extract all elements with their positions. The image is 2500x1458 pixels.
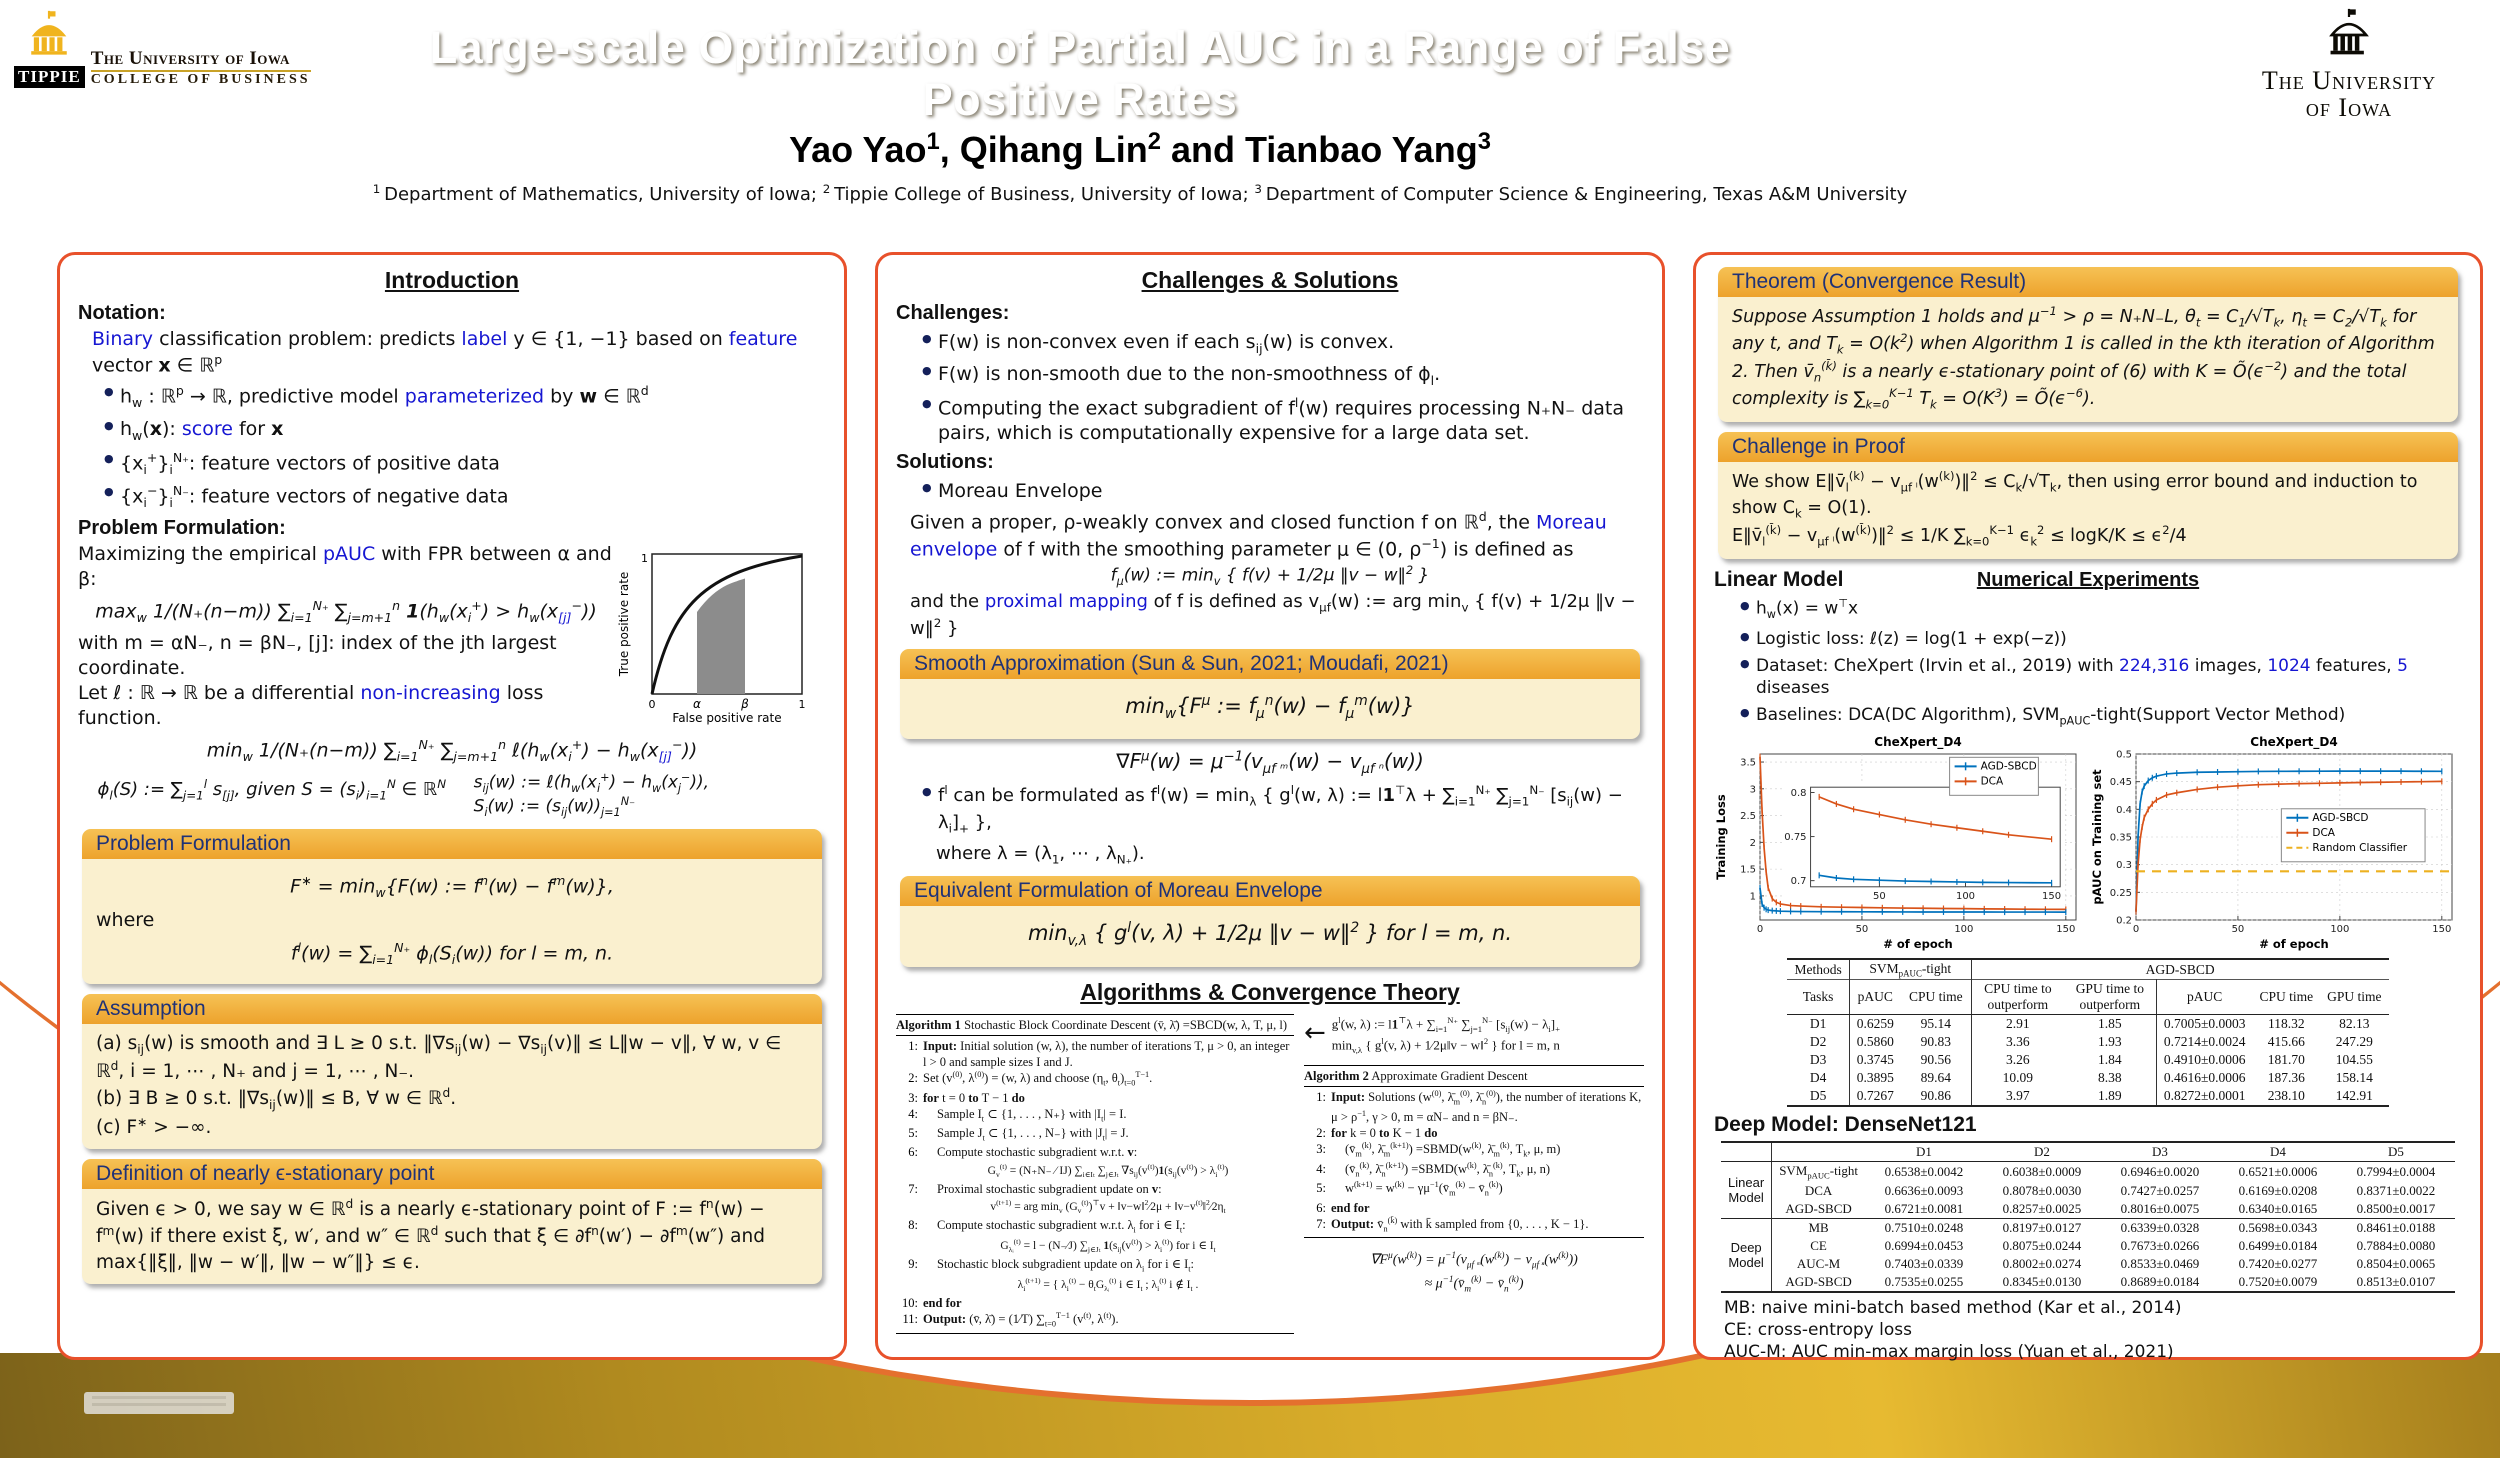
roc-xtick-1: 1 xyxy=(798,697,806,711)
logo-right-line1: The University xyxy=(2261,66,2437,95)
roc-xtick-alpha: α xyxy=(693,696,701,711)
Si-formula: $S_i(w)$ := $(s_{ij}(w))_{j=1}^{N_-}$ xyxy=(473,794,636,819)
svg-text:# of epoch: # of epoch xyxy=(2259,936,2329,951)
left-arrow-icon: ← xyxy=(1304,1017,1326,1048)
svg-text:0: 0 xyxy=(2132,923,2140,935)
col-header: GPU time xyxy=(2320,980,2388,1015)
deep-model-label: Deep Model: DenseNet121 xyxy=(1714,1113,1977,1137)
col-header: D5 xyxy=(2337,1142,2455,1162)
svg-text:0: 0 xyxy=(1756,923,1764,935)
moreau-formula: $f_\mu(w)$ := $\min_v$ { f(v) + 1∕2μ ‖v − w‖$^2$ } xyxy=(1110,564,1430,589)
svg-text:3: 3 xyxy=(1749,784,1756,796)
svg-text:0.75: 0.75 xyxy=(1784,831,1807,843)
col-header: pAUC xyxy=(2156,980,2252,1015)
problem-formulation-box xyxy=(82,829,822,984)
list-item: ● F(w) is non-convex even if each $s_{ij}(w)$ is convex. xyxy=(922,330,1644,357)
footnote-mb: MB: naive mini-batch based method (Kar et al., 2014) xyxy=(1724,1298,2182,1319)
svg-text:0.3: 0.3 xyxy=(2116,859,2132,871)
where-label: where xyxy=(96,909,155,932)
list-item: ● $h_w(x) = w^⊤x$ xyxy=(1740,597,2462,623)
svg-text:CheXpert_D4: CheXpert_D4 xyxy=(2250,734,2338,749)
gradient-formula: $\nabla F^\mu(w) = \mu^{-1}(v_{\mu f ᵐ}(w) - v_{\mu f ^n}(w))$ xyxy=(1116,749,1424,778)
list-item: ● $\{x_i^-\}_i^{N_-}$: feature vectors of negative data xyxy=(104,483,826,512)
dome-icon xyxy=(2322,8,2376,62)
svg-text:AGD-SBCD: AGD-SBCD xyxy=(2312,811,2369,824)
roc-ytick-1: 1 xyxy=(641,551,648,565)
deep-results-table xyxy=(1721,1141,2455,1293)
affiliations: $^1$ Department of Mathematics, University of Iowa; $^2$ Tippie College of Business, University of Iowa; $^3$ Department of Computer Science & Engineering, Texas A&M University xyxy=(372,182,1908,205)
box-title: Definition of nearly ϵ-stationary point xyxy=(82,1159,822,1189)
svg-text:150: 150 xyxy=(2432,923,2452,935)
svg-text:DCA: DCA xyxy=(1980,775,2004,788)
roc-figure xyxy=(614,542,826,732)
challenge-line2: $E‖v̄_l^{(k̄)}$ − $v_{\mu f ˡ}(w^{(k̄)})‖^2$ ≤ 1∕K $\sum_{k=0}^{K-1}$ $\epsilon_k^2$ ≤ logK∕K ≤ $\epsilon^2∕4$ xyxy=(1732,522,2187,548)
svg-text:CheXpert_D4: CheXpert_D4 xyxy=(1874,734,1962,749)
phi-formula: $\phi_l(S)$ := $\sum_{j=1}^l$ $s_{[j]}$, given $S = (s_i)_{i=1}^N$ ∈ ℝ$^N$ xyxy=(97,776,447,803)
footnote-ce: CE: cross-entropy loss xyxy=(1724,1320,1912,1341)
col-header: pAUC xyxy=(1849,980,1901,1015)
linear-results-table xyxy=(1787,958,2388,1108)
col-header: Tasks xyxy=(1787,980,1849,1015)
svg-text:50: 50 xyxy=(1873,890,1886,902)
col-header: D1 xyxy=(1865,1142,1983,1162)
svg-text:3.5: 3.5 xyxy=(1740,757,1756,769)
algorithms-heading: Algorithms & Convergence Theory xyxy=(1080,978,1460,1005)
poster-title: Large-scale Optimization of Partial AUC in a Range of False Positive Rates xyxy=(429,22,1731,125)
challenge-in-proof-box xyxy=(1718,432,2458,559)
col-header: D3 xyxy=(2101,1142,2219,1162)
box-title: Challenge in Proof xyxy=(1718,432,2458,462)
definition-text: Given ϵ > 0, we say w ∈ ℝ$^d$ is a nearly ϵ-stationary point of F := $f^n(w) - f^m(w)$ if there exist ξ, w′, and w″ ∈ ℝ$^d$ such that ξ ∈ $\partial f^n(w') - \partial f^m(w'')$ and max{‖ξ‖, ‖w − w′‖, ‖w − w″‖} ≤ ϵ. xyxy=(96,1197,765,1273)
pauc-min-formula: $\min_w$ 1∕(N₊(n−m)) $\sum_{i=1}^{N_+}$ $\sum_{j=m+1}^n$ $\ell(h_w(x_i^+) - h_w(x_{[j]}^-))$ xyxy=(206,737,698,765)
col-header: CPU time xyxy=(2253,980,2321,1015)
box-title: Equivalent Formulation of Moreau Envelope xyxy=(900,876,1640,906)
theorem-box xyxy=(1718,267,2458,422)
roc-xlabel: False positive rate xyxy=(672,710,782,725)
svg-text:150: 150 xyxy=(2042,890,2062,902)
svg-text:0.35: 0.35 xyxy=(2109,832,2132,844)
challenge-line1: We show $E‖v̄_l^{(k)}$ − $v_{\mu f ˡ}(w^{(k)})‖^2$ ≤ $C_k∕√T_k$, then using error bound and induction to show $C_k = O(1)$. xyxy=(1732,469,2418,521)
linear-model-list xyxy=(1714,597,2462,729)
svg-text:1.5: 1.5 xyxy=(1740,864,1756,876)
assumption-box xyxy=(82,994,822,1150)
solutions-label: Solutions: xyxy=(896,451,994,474)
problem-formulation-label: Problem Formulation: xyxy=(78,516,286,539)
pf-line3: Let ℓ : ℝ → ℝ be a differential non-increasing loss function. xyxy=(78,682,544,730)
pauc-chart xyxy=(2090,734,2462,954)
table-body: Linear Model $SVM_{pAUC}$-tight 0.6538±0.0042 0.6038±0.0009 0.6946±0.0020 0.6521±0.0006 0.7994±0.0004 DCA 0.6636±0.0093 0.8078±0.0030 0.7427±0.0257 0.6169±0.0208 0.8371±0.0022 AGD-SBCD 0.6721±0.0081 0.8257±0.0025 0.8016±0.0075 0.6340±0.0165 0.8500±0.0017 Deep Model MB 0.7510±0.0248 0.8197±0.0127 0.6339±0.0328 0.5698±0.0343 0.8461±0.0188 CE 0.6994±0.0453 0.8075±0.0244 0.7673±0.0266 0.6499±0.0184 0.7884±0.0080 AUC-M 0.7403±0.0339 0.8002±0.0274 0.8533±0.0469 0.7420±0.0277 0.8504±0.0065 AGD-SBCD 0.7535±0.0255 0.8345±0.0130 0.8689±0.0184 0.7520±0.0079 0.8513±0.0107 xyxy=(1721,1162,2455,1292)
assumption-a: (a) $s_{ij}(w)$ is smooth and ∃ L ≥ 0 s.t. $‖\nabla s_{ij}(w)$ − $\nabla s_{ij}(v)‖$ ≤ L‖w − v‖, ∀ w, v ∈ ℝ$^d$, i = 1, ⋯ , N₊ and j = 1, ⋯ , N₋. xyxy=(96,1032,782,1083)
tippie-badge: TIPPIE xyxy=(14,66,85,88)
notation-label: Notation: xyxy=(78,302,166,324)
equivalent-formulation-box xyxy=(900,876,1640,966)
training-loss-chart xyxy=(1714,734,2086,954)
algorithm-1: Algorithm 1 Stochastic Block Coordinate Descent (v̄, λ̄) =SBCD(w, λ, T, μ, l) 1: Input: Initial solution (w, λ), the number of iterations T, μ > 0, an integer l > 0 and sample sizes I and J. 2: Set ($v^{(0)}$, $\lambda^{(0)}) = (w$, λ) and choose ($\eta_t$, $\theta_t)_{t=0}^{T-1}$. 3: for t = 0 to T − 1 do 4: Sample $I_t$ ⊂ {1, . . . , N₊} with $|I_t| = I$. 5: Sample $J_t$ ⊂ {1, . . . , N₋} with $|J_t| = J$. 6: Compute stochastic subgradient w.r.t. v: $G_v^{(t)} = (N_+N_-$ ∕ IJ) $\sum_{i\in I_t}$ $\sum_{j\in J_t}$ $\nabla s_{ij}(v^{(t)})1(s_{ij}(v^{(t)}) > \lambda_i^{(t)})$ 7: Proximal stochastic subgradient update on v: $v^{(t+1)}$ = arg $\min_v (G_v^{(t)})^⊤v$ + ‖v−w‖$^2$∕2μ + $‖v-v^{(t)}‖^2∕2\eta_t$ 8: Compute stochastic subgradient w.r.t. $\lambda_i$ for i ∈ $I_t$: $G_{\lambda ᵢ}^{(t)} = l$ − (N₋∕J) $\sum_{j\in J_t}$ $1(s_{ij}(v^{(t)}) > \lambda_i^{(t)})$ for i ∈ $I_t$ 9: Stochastic block subgradient update on $\lambda_i$ for i ∈ $I_t$: $\lambda_i^{(t+1)}$ = { $\lambda_i^{(t)} - \theta_tG_{\lambda ᵢ}^{(t)}$ i ∈ $I_t$ ; $\lambda_i^{(t)}$ i ∉ $I_t$ . 10: end for 11: Output: (v̄, λ̄) = (1∕T) $\sum_{t=0}^{T-1}$ ($v^{(t)}$, $\lambda^{(t)}$). xyxy=(896,1014,1294,1334)
algorithm-2-title: Algorithm 2 Approximate Gradient Descent xyxy=(1304,1065,1644,1087)
list-item: ● $h_w(x)$: score for x xyxy=(104,417,826,444)
assumption-b: (b) ∃ B ≥ 0 s.t. $‖\nabla s_{ij}(w)‖ \le B$, ∀ w ∈ ℝ$^d$. xyxy=(96,1085,457,1112)
col-header: Methods xyxy=(1794,961,1842,977)
svg-text:Random Classifier: Random Classifier xyxy=(2312,841,2408,854)
algorithm-2: Algorithm 2 Approximate Gradient Descent 1: Input: Solutions ($w^{(0)}$, $\lambdā_m^{(0)}$, $\lambdā_n^{(0)}$), the number of iterations K, $\mu > \rho^{-1}$, γ > 0, m = αN₋ and n = βN₋. 2: for k = 0 to K − 1 do 3: ($v̄_m^{(k)}$, $\lambdā_m^{(k+1)}$) $=SBMD(w^{(k)}$, $\lambdā_m^{(k)}$, $T_k$, μ, m) 4: ($v̄_n^{(k)}$, $\lambdā_n^{(k+1)}$) $=SBMD(w^{(k)}$, $\lambdā_n^{(k)}$, $T_k$, μ, n) 5: $w^{(k+1)} = w^{(k)}$ − $\gamma\mu^{-1}(v̄_m^{(k)}$ − $v̄_n^{(k)}$) 6: end for 7: Output: $v̄_n^{(k̄)}$ with k̄ sampled from {0, . . . , K − 1}. xyxy=(1304,1065,1644,1238)
col-header: D4 xyxy=(2219,1142,2337,1162)
svg-text:Training Loss: Training Loss xyxy=(1714,794,1728,880)
proximal-text: and the proximal mapping of f is defined as $v_{\mu f}(w)$ := arg $\min_v$ { f(v) + 1∕2μ ‖v − w‖$^2$ } xyxy=(910,591,1636,640)
footer-watermark xyxy=(84,1392,234,1414)
footnote-aucm: AUC-M: AUC min-max margin loss (Yuan et al., 2021) xyxy=(1724,1342,2174,1363)
svg-text:0.25: 0.25 xyxy=(2109,887,2132,899)
fl-list xyxy=(896,783,1644,837)
svg-text:0.5: 0.5 xyxy=(2116,749,2132,761)
logo-left-line2: COLLEGE OF BUSINESS xyxy=(90,72,311,87)
list-item: ● $f^l$ can be formulated as $f^l(w) = \min_\lambda$ { $g^l(w$, λ) := $l1^⊤\lambda + \sum_{i=1}^{N_+}$ $\sum_{j=1}^{N_-}$ $[s_{ij}(w) - \lambda_i]_+$ }, xyxy=(922,783,1644,837)
roc-xtick-0: 0 xyxy=(648,697,656,711)
challenges-list xyxy=(896,330,1644,446)
col-header: D2 xyxy=(1983,1142,2101,1162)
roc-ylabel: True positive rate xyxy=(617,571,631,677)
col-group-svm: $SVM_{pAUC}$-tight xyxy=(1849,959,1971,980)
linear-model-label: Linear Model xyxy=(1714,567,1844,591)
pf-line2: with m = αN₋, n = βN₋, [j]: index of the jth largest coordinate. xyxy=(78,632,557,680)
logo-left-line1: The University of Iowa xyxy=(91,48,311,72)
moreau-text: Given a proper, ρ-weakly convex and closed function f on ℝ$^d$, the Moreau envelope of f with the smoothing parameter μ ∈ (0, $\rho^{-1}$) is defined as xyxy=(910,509,1607,560)
table-body: D1 0.6259 95.14 2.91 1.85 0.7005±0.0003 118.32 82.13 D2 0.5860 90.83 3.36 1.93 0.7214±0.0024 415.66 247.29 D3 0.3745 90.56 3.26 1.84 0.4910±0.0006 181.70 104.55 D4 0.3895 89.64 10.09 8.38 0.4616±0.0006 187.36 158.14 D5 0.7267 90.86 3.97 1.89 0.8272±0.0001 238.10 142.91 xyxy=(1787,1015,2388,1107)
svg-text:# of epoch: # of epoch xyxy=(1883,936,1953,951)
tippie-logo xyxy=(14,10,314,88)
solutions-list xyxy=(896,479,1644,504)
svg-text:100: 100 xyxy=(1954,923,1974,935)
svg-text:50: 50 xyxy=(2231,923,2245,935)
list-item: ● F(w) is non-smooth due to the non-smoothness of $\phi_l$. xyxy=(922,362,1644,389)
results-column xyxy=(1693,252,2483,1363)
logo-right-line2: of Iowa xyxy=(2305,93,2393,123)
gl-min-formula: $\min_{v,\lambda}$ { $g^l(v$, λ) + 1∕2μ‖v − w‖$^2$ } for l = m, n xyxy=(1331,1036,1560,1056)
introduction-column xyxy=(57,252,847,1360)
roc-xtick-beta: β xyxy=(741,696,749,711)
list-item: ● Computing the exact subgradient of $f^l(w)$ requires processing N₊N₋ data pairs, which is computationally expensive for a large data set. xyxy=(922,395,1644,446)
list-item: ● Moreau Envelope xyxy=(922,479,1644,504)
svg-text:100: 100 xyxy=(2330,923,2350,935)
algorithm-1-title: Algorithm 1 Stochastic Block Coordinate Descent (v̄, λ̄) =SBCD(w, λ, T, μ, l) xyxy=(896,1014,1294,1036)
svg-text:50: 50 xyxy=(1855,923,1869,935)
box-title: Problem Formulation xyxy=(82,829,822,859)
theorem-text: Suppose Assumption 1 holds and $\mu^{-1} > \rho = N_+N_-L$, $\theta_t$ = $C_1∕√T_k$, $\eta_t$ = $C_2∕√T_k$ for any t, and $T_k = O(k^2)$ when Algorithm 1 is called in the kth iteration of Algorithm 2. Then $v̄_n^{(k̄)}$ is a nearly ϵ-stationary point of (6) with $K = Õ(\epsilon^{-2})$ and the total complexity is $\sum_{k=0}^{K-1}$ $T_k = O(K^3)$ = $Õ(\epsilon^{-6})$. xyxy=(1732,304,2435,412)
col-group-agd: AGD-SBCD xyxy=(1971,959,2388,980)
notation-list xyxy=(78,383,826,511)
svg-text:100: 100 xyxy=(1955,890,1976,902)
definition-box xyxy=(82,1159,822,1284)
assumption-c: (c) F∗ > −∞. xyxy=(96,1114,212,1138)
svg-text:0.4: 0.4 xyxy=(2116,804,2132,816)
pauc-max-formula: $\max_w$ 1∕(N₊(n−m)) $\sum_{i=1}^{N_+}$ $\sum_{j=m+1}^n$ $1(h_w(x_i^+) > h_w(x_{[j]}^-))$ xyxy=(95,598,597,626)
challenges-label: Challenges: xyxy=(896,302,1010,324)
dome-icon xyxy=(23,10,75,62)
list-item: ● Logistic loss: ℓ(z) = log(1 + exp(−z)) xyxy=(1740,628,2462,650)
svg-text:0.45: 0.45 xyxy=(2109,776,2132,788)
grad-approx-2: ≈ $\mu^{-1}(v̄_m^{(k)}$ − $v̄_n^{(k)}$) xyxy=(1424,1273,1524,1294)
list-item: ● Baselines: DCA(DC Algorithm), $SVM_{pAUC}-tight(Support$ Vector Method) xyxy=(1740,704,2462,729)
uiowa-logo xyxy=(2224,8,2474,122)
authors: Yao Yao$^1$, Qihang Lin$^2$ and Tianbao Yang$^3$ xyxy=(789,128,1491,170)
box-title: Smooth Approximation (Sun & Sun, 2021; Moudafi, 2021) xyxy=(900,649,1640,679)
fl-sum-formula: $f^l(w) = \sum_{i=1}^{N_+}$ $\phi_l(S_i(w))$ for l = m, n. xyxy=(290,940,614,968)
pf-line1: Maximizing the empirical pAUC with FPR between α and β: xyxy=(78,542,612,590)
challenges-heading: Challenges & Solutions xyxy=(1141,267,1399,293)
col-header: GPU time to outperform xyxy=(2064,980,2157,1015)
equiv-formula: $\min_{v,\lambda}$ { $g^l(v$, λ) + 1∕2μ ‖v − w‖$^2$ } for l = m, n. xyxy=(1027,920,1513,950)
svg-text:pAUC on Training set: pAUC on Training set xyxy=(2090,769,2104,905)
svg-text:1: 1 xyxy=(1749,891,1756,903)
list-item: ● $h_w$ : ℝ$^p$ → ℝ, predictive model parameterized by w ∈ ℝ$^d$ xyxy=(104,383,826,412)
sij-formula: $s_{ij}(w)$ := $\ell(h_w(x_i^+) - h_w(x_j^-))$, xyxy=(473,770,710,795)
svg-text:0.7: 0.7 xyxy=(1790,875,1807,887)
smooth-approximation-box xyxy=(900,649,1640,739)
intro-heading: Introduction xyxy=(384,267,520,293)
svg-text:2.5: 2.5 xyxy=(1740,810,1756,822)
challenges-column xyxy=(875,252,1665,1360)
list-item: ● Dataset: CheXpert (Irvin et al., 2019) with 224,316 images, 1024 features, 5 diseases xyxy=(1740,655,2462,699)
notation-intro: Binary classification problem: predicts label y ∈ {1, −1} based on feature vector x ∈ ℝ$^p$ xyxy=(92,328,798,377)
smooth-formula: $\min_w\{F^\mu$ := $f_\mu^n(w) - f_\mu^m(w)$} xyxy=(1125,693,1415,723)
svg-text:DCA: DCA xyxy=(2312,826,2335,839)
svg-text:0.2: 0.2 xyxy=(2116,915,2132,927)
col-header: CPU time to outperform xyxy=(1971,980,2064,1015)
numerical-experiments-heading: Numerical Experiments xyxy=(1976,568,2200,591)
list-item: ● $\{x_i^+\}_i^{N_+}$: feature vectors of positive data xyxy=(104,450,826,479)
box-title: Theorem (Convergence Result) xyxy=(1718,267,2458,297)
gl-formula: $g^l(w$, λ) := $l1^⊤\lambda + \sum_{i=1}^{N_+}$ $\sum_{j=1}^{N_-}$ $[s_{ij}(w) - \lambda_i]_+$ xyxy=(1331,1014,1560,1034)
grad-approx-1: $\nabla F^\mu(w^{(k)}) = \mu^{-1}(v_{\mu f ᵐ}(w^{(k)}) - v_{\mu f ^n}(w^{(k)}))$ xyxy=(1370,1250,1578,1270)
svg-text:2: 2 xyxy=(1749,837,1756,849)
svg-text:AGD-SBCD: AGD-SBCD xyxy=(1980,760,2037,773)
fl-where: where $\lambda = (\lambda_1$, ⋯ , $\lambda_{N_+}$). xyxy=(936,842,1145,867)
svg-text:0.8: 0.8 xyxy=(1790,787,1807,799)
box-title: Assumption xyxy=(82,994,822,1024)
col-header: CPU time xyxy=(1901,980,1972,1015)
svg-text:150: 150 xyxy=(2056,923,2076,935)
Fstar-formula: $F^∗ = \min_w\{F(w)$ := $f^n(w) - f^m(w)$}, xyxy=(290,872,614,900)
